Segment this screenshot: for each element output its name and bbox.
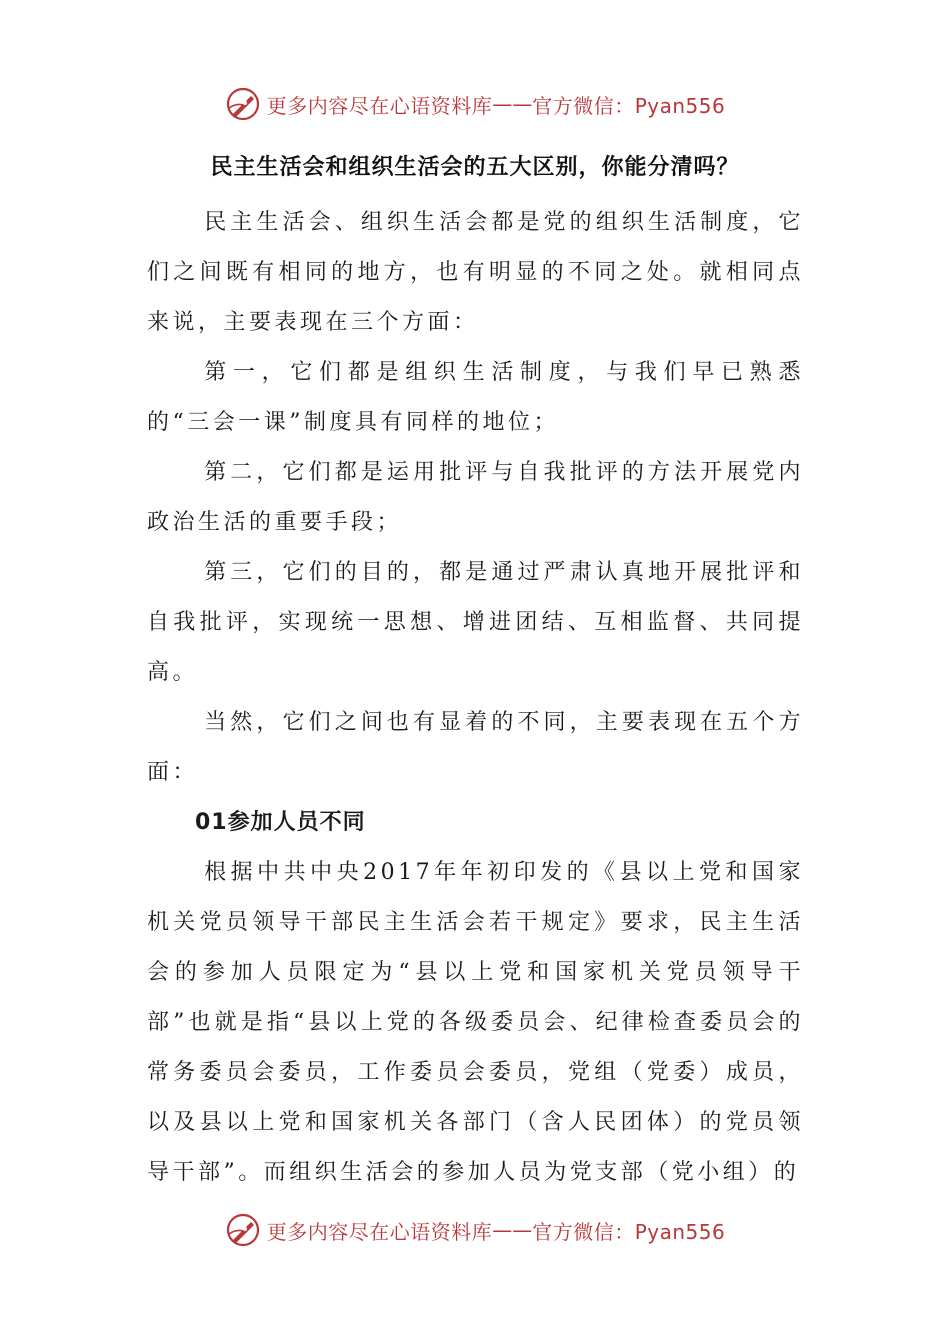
banner-contact: 官方微信：Pyan556 [532, 1219, 726, 1244]
pen-logo-icon [225, 86, 261, 122]
banner-contact: 官方微信：Pyan556 [532, 93, 726, 118]
banner-separator: —— [492, 1218, 533, 1242]
paragraph: 根据中共中央2017年年初印发的《县以上党和国家机关党员领导干部民主生活会若干规定》要求，民主生活会的参加人员限定为“县以上党和国家机关党员领导干部”也就是指“县以上党的各级委员会、纪律检查委员会的常务委员会委员，工作委员会委员，党组（党委）成员，以及县以上党和国家机关各部门（含人民团体）的党员领导干部”。而组织生活会的参加人员为党支部（党小组）的 [147, 860, 804, 1185]
footer-banner [0, 1210, 950, 1250]
section-heading: 01参加人员不同 [195, 810, 366, 835]
paragraph: 第一，它们都是组织生活制度，与我们早已熟悉的“三会一课”制度具有同样的地位； [147, 360, 804, 435]
paragraph: 第二，它们都是运用批评与自我批评的方法开展党内政治生活的重要手段； [147, 460, 804, 535]
header-banner [0, 84, 950, 124]
banner-title: 更多内容尽在心语资料库 [266, 1219, 493, 1244]
banner-separator: —— [492, 92, 533, 116]
paragraph: 第三，它们的目的，都是通过严肃认真地开展批评和自我批评，实现统一思想、增进团结、互相监督、共同提高。 [147, 560, 804, 685]
paragraph: 当然，它们之间也有显着的不同，主要表现在五个方面： [147, 710, 804, 785]
document-body [147, 198, 804, 1198]
banner-title: 更多内容尽在心语资料库 [266, 93, 493, 118]
document-title: 民主生活会和组织生活会的五大区别，你能分清吗？ [210, 155, 740, 180]
pen-logo-icon [225, 1212, 261, 1248]
paragraph: 民主生活会、组织生活会都是党的组织生活制度，它们之间既有相同的地方，也有明显的不同之处。就相同点来说，主要表现在三个方面： [147, 210, 804, 335]
